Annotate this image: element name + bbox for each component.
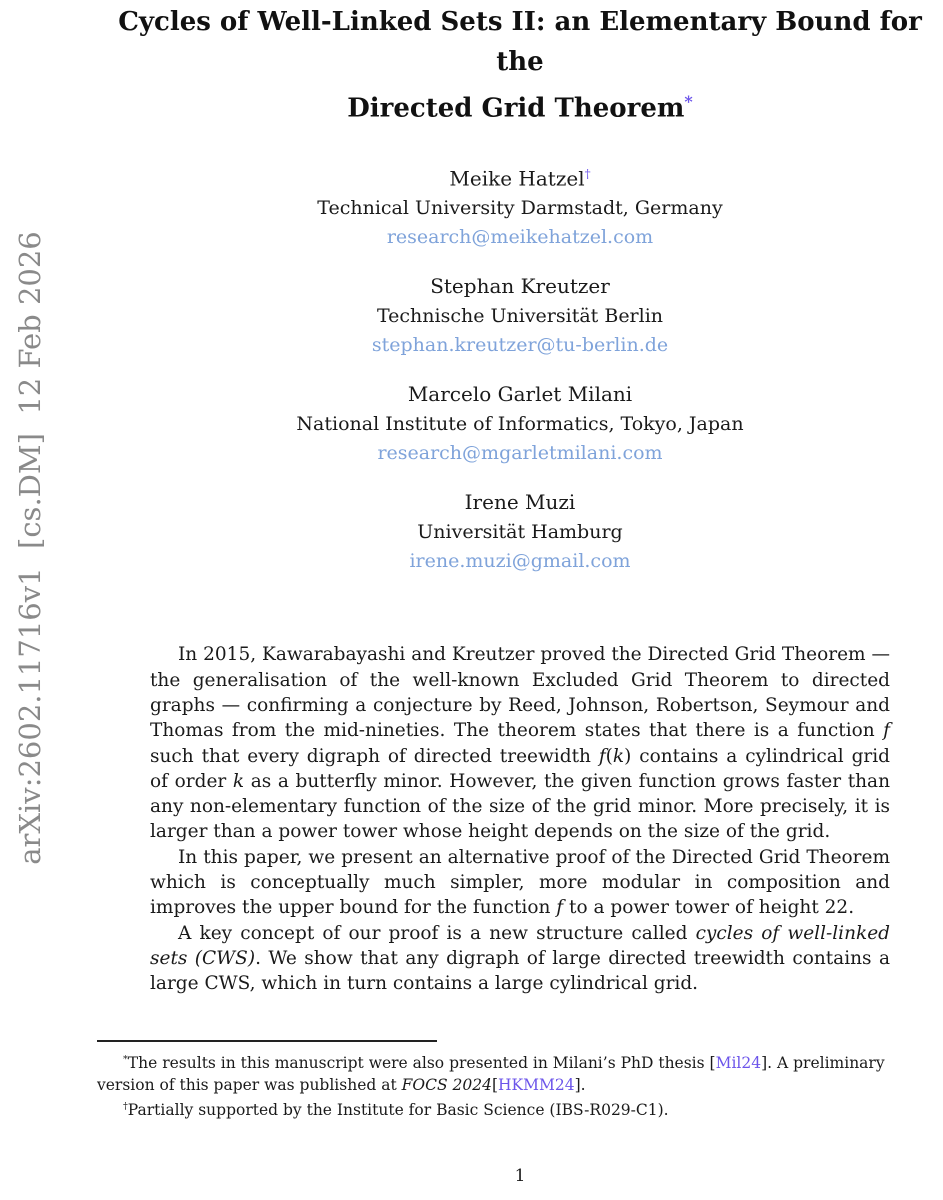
page-number: 1 (514, 1166, 526, 1186)
text-segment: f (883, 720, 890, 742)
text-segment: In this paper, we present an alternative proof of the Directed Grid Theorem which is conceptually much simpler, more modular in composition and improves the upper bound for the function (150, 846, 890, 919)
author-name-text: Meike Hatzel (449, 166, 585, 191)
citation-link[interactable]: Mil24 (715, 1054, 762, 1073)
author-block-muzi (100, 487, 940, 574)
text-segment: ( (605, 745, 613, 767)
text-segment: k (612, 745, 625, 767)
author-name: Irene Muzi (464, 490, 576, 515)
abstract-paragraph (150, 845, 890, 921)
author-name (100, 159, 940, 194)
text-segment: The results in this manuscript were also presented in Milani’s PhD thesis [ (127, 1054, 716, 1073)
footnote-marker: † (123, 1101, 128, 1113)
text-segment: such that every digraph of directed treewidth (150, 745, 599, 767)
author-affiliation: Technical University Darmstadt, Germany (317, 197, 723, 220)
author-block-hatzel (100, 159, 940, 251)
text-segment: [ (491, 1076, 499, 1095)
text-segment: f (556, 897, 564, 919)
text-segment: as a butterfly minor. However, the given function grows faster than any non-elementary function of the size of the grid minor. More precisely, it is larger than a power tower whose height depends on the size of the grid. (150, 770, 890, 843)
title-line-2-text: Directed Grid Theorem (347, 93, 685, 124)
text-segment: ]. (574, 1076, 586, 1095)
text-segment: k (232, 770, 245, 792)
arxiv-watermark: arXiv:2602.11716v1 [cs.DM] 12 Feb 2026 (13, 231, 47, 865)
abstract-paragraph (150, 642, 890, 844)
abstract-paragraph (150, 921, 890, 997)
page-body (100, 0, 940, 996)
author-name: Marcelo Garlet Milani (407, 382, 633, 407)
abstract (150, 642, 890, 996)
text-segment: . We show that any digraph of large directed treewidth contains a large CWS, which in turn contains a large cylindrical grid. (150, 947, 890, 995)
footnote-marker: * (123, 1054, 128, 1065)
footnote-rule (97, 1040, 437, 1042)
author-email-link[interactable]: research@meikehatzel.com (386, 226, 654, 249)
author-affiliation: Technische Universität Berlin (376, 305, 664, 328)
author-email-link[interactable]: research@mgarletmilani.com (377, 442, 663, 465)
text-segment: A key concept of our proof is a new structure called (178, 922, 696, 944)
author-block-kreutzer (100, 271, 940, 358)
citation-link[interactable]: HKMM24 (498, 1076, 575, 1095)
author-email-link[interactable]: stephan.kreutzer@tu-berlin.de (371, 334, 669, 357)
page-title (100, 2, 940, 129)
text-segment: Partially supported by the Institute for Basic Science (IBS-R029-C1). (127, 1101, 669, 1120)
author-list (100, 159, 940, 575)
title-footnote-marker[interactable]: * (684, 92, 693, 111)
title-line-1: Cycles of Well-Linked Sets II: an Elementary Bound for the (118, 7, 922, 77)
text-segment: ]. A preliminary version of this paper was published at (97, 1054, 885, 1095)
author-block-milani (100, 379, 940, 466)
text-segment: cycles of well-linked sets (CWS) (150, 922, 890, 969)
author-footnote-marker[interactable]: † (584, 166, 591, 181)
text-segment: to a power tower of height 22. (563, 897, 855, 919)
author-affiliation: National Institute of Informatics, Tokyo, Japan (296, 413, 744, 436)
text-segment: In 2015, Kawarabayashi and Kreutzer proved the Directed Grid Theorem — the generalisation of the well-known Excluded Grid Theorem to directed graphs — confirming a conjecture by Reed, Johnson, Robertson, Seymour and Thomas from the mid-nineties. The theorem states that there is a function (150, 644, 890, 742)
footnote (97, 1096, 943, 1121)
author-email-link[interactable]: irene.muzi@gmail.com (409, 550, 631, 573)
author-affiliation: Universität Hamburg (417, 521, 623, 544)
title-line-2 (100, 82, 940, 129)
text-segment: f (598, 745, 606, 767)
text-segment: FOCS 2024 (401, 1076, 492, 1095)
author-name: Stephan Kreutzer (430, 274, 610, 299)
footnote-area (97, 1040, 943, 1121)
footnote (97, 1049, 943, 1096)
text-segment: ) contains a cylindrical grid of order (150, 745, 891, 792)
